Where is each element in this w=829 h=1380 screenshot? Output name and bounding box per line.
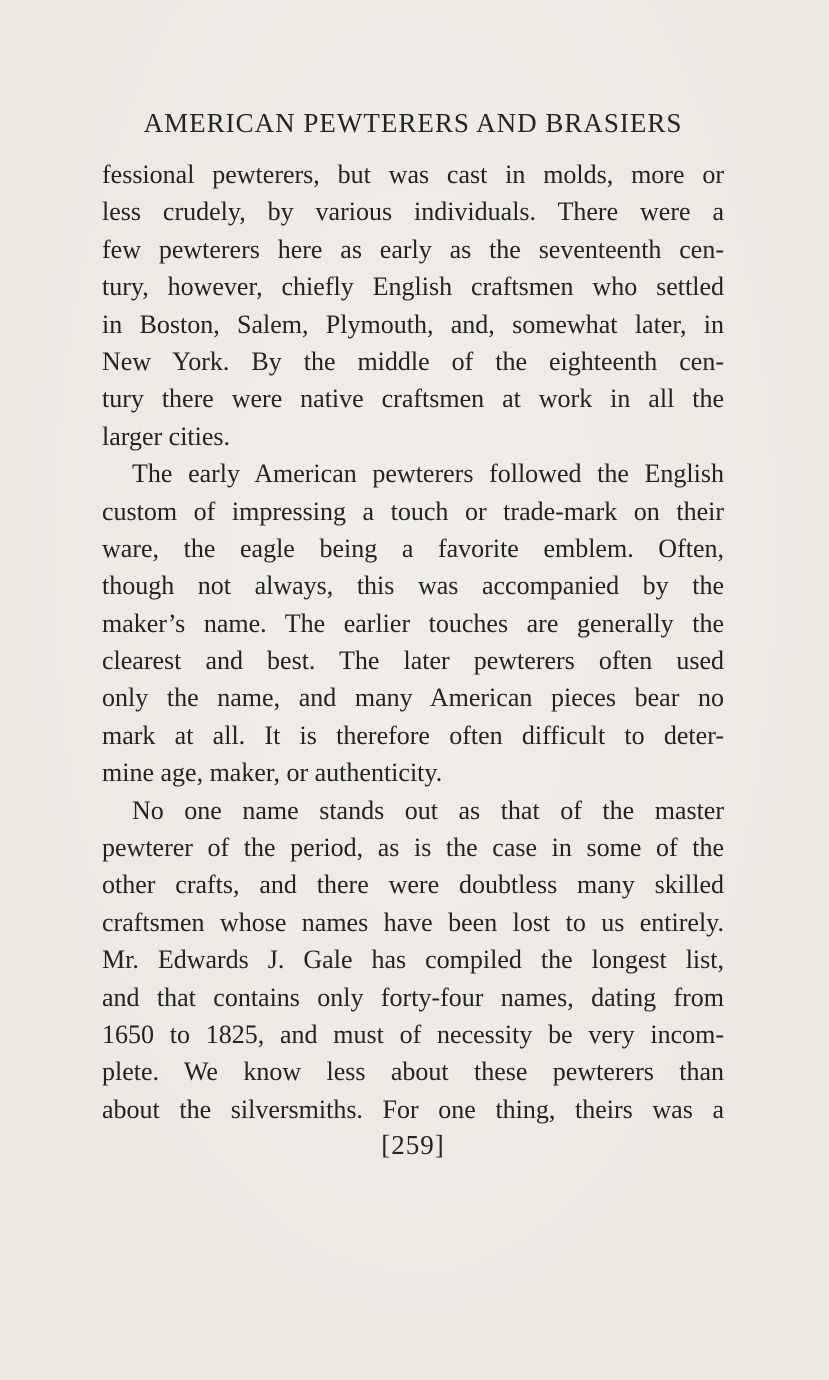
text-line: though not always, this was accompanied by the: [102, 571, 724, 601]
text-line: clearest and best. The later pewterers often used: [102, 646, 724, 676]
text-line: other crafts, and there were doubtless many skilled: [102, 870, 724, 900]
text-line: craftsmen whose names have been lost to us entirely.: [102, 907, 724, 937]
text-line: The early American pewterers followed the English: [132, 459, 724, 489]
body-text: [102, 156, 724, 1128]
text-line: 1650 to 1825, and must of necessity be very incom-: [102, 1019, 724, 1049]
text-line: ware, the eagle being a favorite emblem. Often,: [102, 533, 724, 563]
text-line: about the silversmiths. For one thing, theirs was a: [102, 1094, 724, 1124]
text-line: in Boston, Salem, Plymouth, and, somewhat later, in: [102, 309, 724, 339]
text-line: only the name, and many American pieces bear no: [102, 683, 724, 713]
text-line: tury there were native craftsmen at work in all the: [102, 384, 724, 414]
text-line: mark at all. It is therefore often difficult to deter-: [102, 720, 724, 750]
text-line: maker’s name. The earlier touches are generally the: [102, 608, 724, 638]
text-line: plete. We know less about these pewterers than: [102, 1057, 724, 1087]
text-line: and that contains only forty-four names, dating from: [102, 982, 724, 1012]
text-line: New York. By the middle of the eighteenth cen-: [102, 346, 724, 376]
text-line: Mr. Edwards J. Gale has compiled the longest list,: [102, 945, 724, 975]
text-line: larger cities.: [102, 421, 231, 451]
text-line: tury, however, chiefly English craftsmen who settled: [102, 272, 724, 302]
text-line: No one name stands out as that of the master: [132, 795, 724, 825]
text-line: mine age, maker, or authenticity.: [102, 758, 443, 788]
text-line: less crudely, by various individuals. There were a: [102, 197, 724, 227]
text-line: pewterer of the period, as is the case in some of the: [102, 833, 724, 863]
text-line: fessional pewterers, but was cast in molds, more or: [102, 160, 724, 189]
text-line: custom of impressing a touch or trade-mark on their: [102, 496, 724, 526]
page-number: [259]: [381, 1130, 445, 1160]
text-line: few pewterers here as early as the seventeenth cen-: [102, 234, 724, 264]
running-head: AMERICAN PEWTERERS AND BRASIERS: [143, 108, 683, 138]
